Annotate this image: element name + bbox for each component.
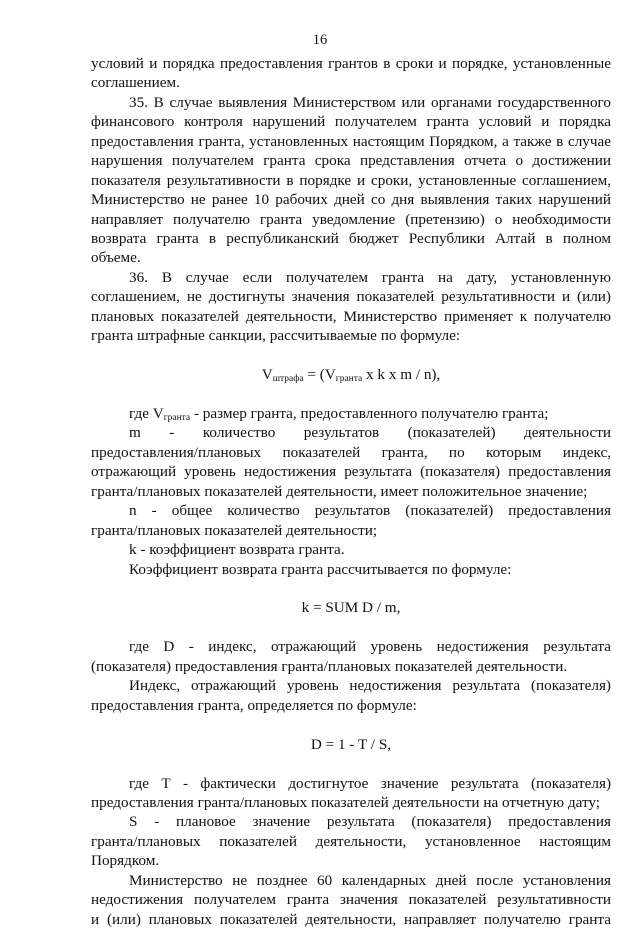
text-line: недостижения получателем гранта значения показателей результативности (91, 891, 611, 909)
text-line: m - количество результатов (показателей) деятельности (129, 424, 611, 442)
text-line: предоставления гранта, установленных настоящим Порядком, а также в случае (91, 132, 611, 150)
paragraph-35-start: 35. В случае выявления Министерством или органами государственного (129, 93, 611, 111)
text-line: нарушения получателем гранта срока представления отчета о достижении (91, 152, 611, 170)
text-line: Министерство не позднее 60 календарных дней после установления (129, 871, 611, 889)
text-line: отражающий уровень недостижения результата (показателя) предоставления (91, 463, 611, 481)
text-line: Индекс, отражающий уровень недостижения результата (показателя) (129, 677, 611, 695)
text-line: гранта/плановых показателей деятельности, имеет положительное значение; (91, 482, 588, 500)
text-line: соглашением. (91, 74, 180, 92)
text-line: n - общее количество результатов (показателей) предоставления (129, 502, 611, 520)
text-line: k - коэффициент возврата гранта. (129, 541, 345, 559)
page-number: 16 (312, 32, 328, 48)
text-line: объеме. (91, 249, 141, 267)
text-line: условий и порядка предоставления грантов в сроки и порядке, установленные (91, 55, 611, 72)
text-line: Министерство не ранее 10 рабочих дней со дня выявления таких нарушений (91, 191, 611, 209)
text-line: соглашением, не достигнуты значения показателей результативности и (или) (91, 288, 611, 306)
text-line: где D - индекс, отражающий уровень недостижения результата (129, 638, 611, 656)
text-line: и (или) плановых показателей деятельности, направляет получателю гранта (91, 910, 611, 928)
text-line: (показателя) предоставления гранта/плановых показателей деятельности. (91, 657, 568, 675)
text-line: Порядком. (91, 852, 160, 870)
text-line: возврата гранта в республиканский бюджет Республики Алтай в полном (91, 229, 611, 247)
text-line: показателя результативности в порядке и сроки, установленные соглашением, (91, 171, 611, 189)
text-line: плановых показателей деятельности, Министерство применяет к получателю (91, 307, 611, 325)
text-line: направляет получателю гранта уведомление (претензию) о необходимости (91, 210, 611, 228)
text-line: предоставления гранта/плановых показателей деятельности на отчетную дату; (91, 794, 601, 811)
text-line: гранта/плановых показателей деятельности, установленное настоящим (91, 832, 611, 850)
text-line: предоставления/плановых показателей гранта, по которым индекс, (91, 443, 611, 461)
text-line: предоставления гранта, определяется по формуле: (91, 696, 417, 714)
text-line: Коэффициент возврата гранта рассчитывается по формуле: (129, 560, 512, 578)
text-line: финансового контроля нарушений получателем гранта условий и порядка (91, 113, 611, 131)
text-line: S - плановое значение результата (показателя) предоставления (129, 813, 611, 831)
text-line: где Т - фактически достигнутое значение результата (показателя) (129, 774, 611, 792)
text-line: гранта штрафные санкции, рассчитываемые по формуле: (91, 327, 461, 345)
document-body (91, 54, 611, 929)
paragraph-36-start: 36. В случае если получателем гранта на дату, установленную (129, 268, 611, 286)
index-formula: D = 1 - T / S, (310, 735, 392, 753)
text-line: где $V_{гранта}$ - размер гранта, предоставленного получателю гранта; (129, 405, 549, 423)
penalty-formula: $V_{штрафа} = (V_{гранта}$ x k x m / n), (261, 366, 441, 385)
text-line: гранта/плановых показателей деятельности; (91, 521, 378, 539)
coefficient-formula: k = SUM D / m, (301, 599, 401, 617)
